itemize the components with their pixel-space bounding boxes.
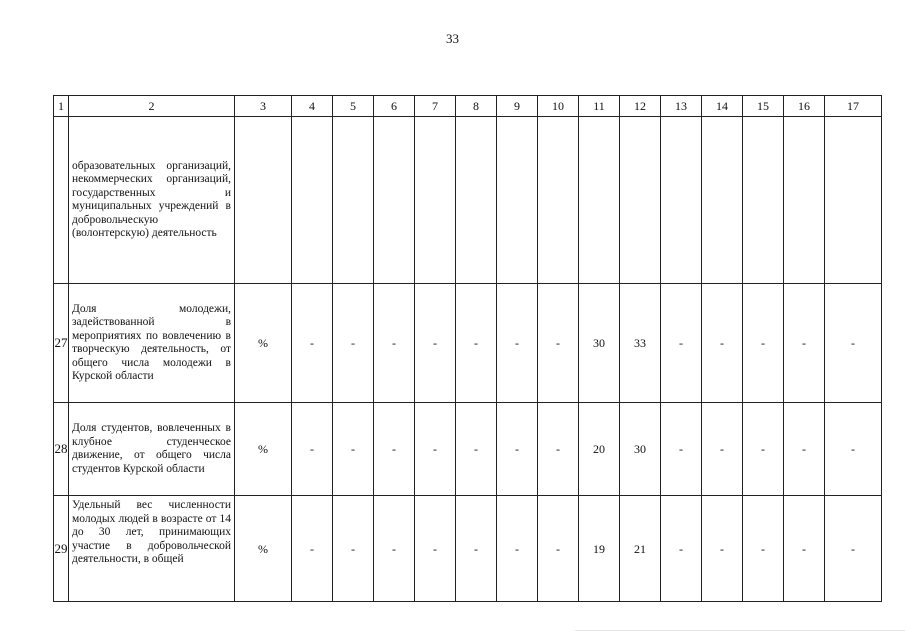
column-header: 7	[415, 96, 456, 117]
value-cell	[784, 117, 825, 284]
value-cell: -	[743, 496, 784, 602]
value-cell: -	[743, 403, 784, 496]
value-cell: -	[743, 284, 784, 403]
value-cell: -	[538, 496, 579, 602]
value-cell: -	[374, 284, 415, 403]
value-cell: -	[825, 403, 882, 496]
table-header-row	[54, 96, 882, 117]
value-cell: -	[661, 403, 702, 496]
column-header: 13	[661, 96, 702, 117]
value-cell: -	[497, 496, 538, 602]
value-cell: -	[374, 496, 415, 602]
value-cell: -	[456, 403, 497, 496]
value-cell	[743, 117, 784, 284]
value-cell: 21	[620, 496, 661, 602]
value-cell: -	[702, 284, 743, 403]
value-cell: -	[702, 403, 743, 496]
value-cell: -	[333, 284, 374, 403]
column-header: 8	[456, 96, 497, 117]
value-cell	[292, 117, 333, 284]
value-cell	[825, 117, 882, 284]
value-cell: -	[784, 284, 825, 403]
value-cell: -	[292, 496, 333, 602]
value-cell: 20	[579, 403, 620, 496]
indicator-description: Удельный вес численности молодых людей в возрасте от 14 до 30 лет, принимающих участие в добровольческой деятельности, в общей	[69, 496, 235, 602]
column-header: 5	[333, 96, 374, 117]
value-cell: 30	[620, 403, 661, 496]
value-cell	[333, 117, 374, 284]
value-cell: -	[538, 403, 579, 496]
value-cell	[374, 117, 415, 284]
value-cell: -	[784, 403, 825, 496]
row-number	[54, 117, 69, 284]
row-number: 27	[54, 284, 69, 403]
column-header: 4	[292, 96, 333, 117]
column-header: 15	[743, 96, 784, 117]
column-header: 9	[497, 96, 538, 117]
value-cell: -	[456, 284, 497, 403]
value-cell: -	[415, 496, 456, 602]
value-cell	[497, 117, 538, 284]
column-header: 6	[374, 96, 415, 117]
unit-cell: %	[235, 284, 292, 403]
value-cell: -	[702, 496, 743, 602]
value-cell: -	[661, 284, 702, 403]
value-cell: -	[538, 284, 579, 403]
value-cell: 19	[579, 496, 620, 602]
column-header: 12	[620, 96, 661, 117]
value-cell: -	[415, 403, 456, 496]
value-cell: -	[497, 284, 538, 403]
value-cell: -	[456, 496, 497, 602]
column-header: 14	[702, 96, 743, 117]
value-cell: -	[825, 496, 882, 602]
value-cell	[661, 117, 702, 284]
column-header: 2	[69, 96, 235, 117]
unit-cell: %	[235, 496, 292, 602]
column-header: 11	[579, 96, 620, 117]
value-cell	[579, 117, 620, 284]
indicator-description: образовательных организаций, некоммерческих организаций, государственных и муниципальных учреждений в добровольческую (волонтерскую) деятельность	[69, 117, 235, 284]
table-row	[54, 403, 882, 496]
table-row	[54, 284, 882, 403]
value-cell: -	[333, 496, 374, 602]
table-row	[54, 117, 882, 284]
indicator-description: Доля студентов, вовлеченных в клубное студенческое движение, от общего числа студентов Курской области	[69, 403, 235, 496]
indicator-table	[53, 95, 882, 602]
column-header: 16	[784, 96, 825, 117]
page-number: 33	[446, 31, 459, 46]
indicator-description: Доля молодежи, задействованной в мероприятиях по вовлечению в творческую деятельность, от общего числа молодежи в Курской области	[69, 284, 235, 403]
table-row	[54, 496, 882, 602]
value-cell: -	[292, 403, 333, 496]
column-header: 3	[235, 96, 292, 117]
row-number: 29	[54, 496, 69, 602]
value-cell: -	[661, 496, 702, 602]
value-cell: -	[497, 403, 538, 496]
unit-cell	[235, 117, 292, 284]
column-header: 10	[538, 96, 579, 117]
value-cell	[702, 117, 743, 284]
value-cell: -	[415, 284, 456, 403]
value-cell: -	[784, 496, 825, 602]
value-cell: -	[825, 284, 882, 403]
value-cell: 33	[620, 284, 661, 403]
value-cell	[456, 117, 497, 284]
value-cell: 30	[579, 284, 620, 403]
value-cell: -	[292, 284, 333, 403]
column-header: 1	[54, 96, 69, 117]
value-cell: -	[374, 403, 415, 496]
column-header: 17	[825, 96, 882, 117]
value-cell	[538, 117, 579, 284]
scan-artifact-line	[575, 630, 905, 631]
value-cell	[620, 117, 661, 284]
value-cell	[415, 117, 456, 284]
value-cell: -	[333, 403, 374, 496]
row-number: 28	[54, 403, 69, 496]
unit-cell: %	[235, 403, 292, 496]
